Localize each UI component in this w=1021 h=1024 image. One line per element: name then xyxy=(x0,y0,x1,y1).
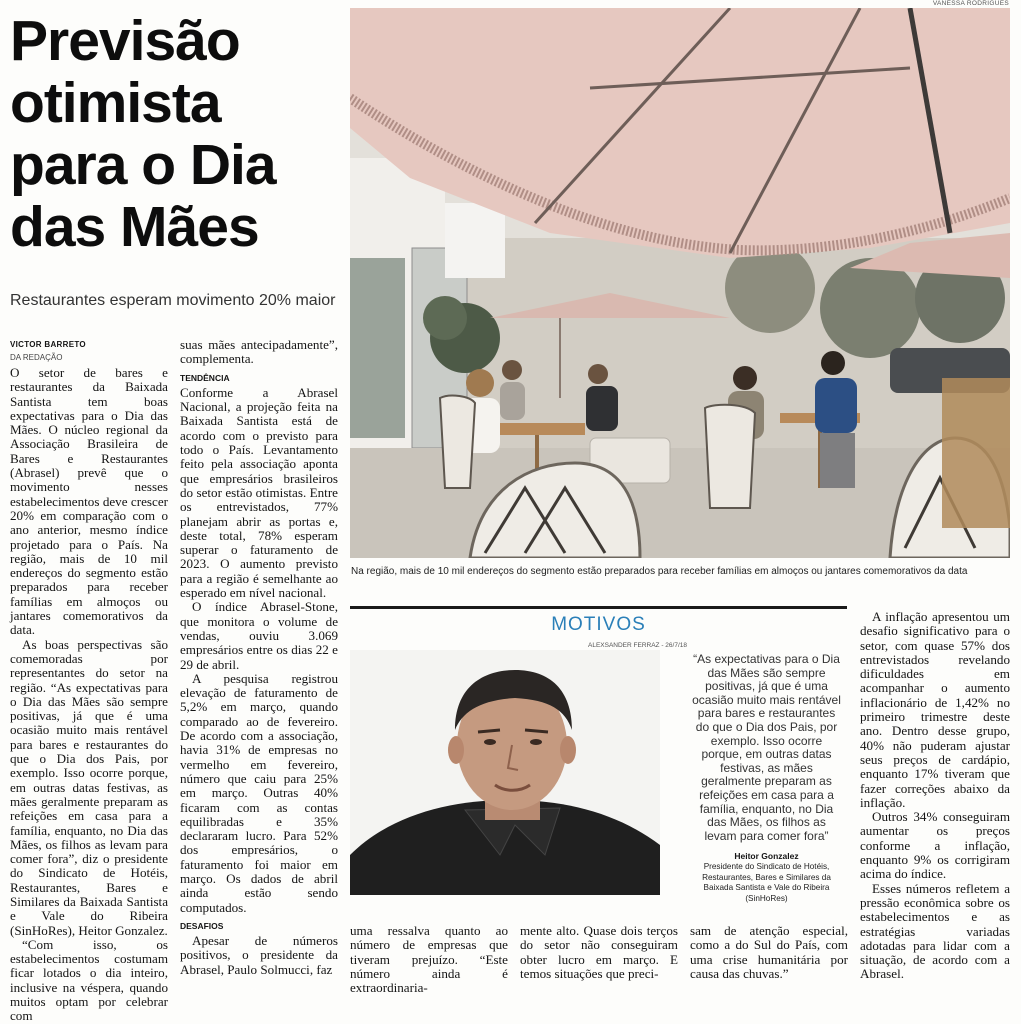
paragraph: “Com isso, os estabelecimentos costumam ficar lotados o dia inteiro, inclusive na véspera, quando muitos optam por celebrar com xyxy=(10,936,168,1024)
paragraph: O setor de bares e restaurantes da Baixada Santista tem boas expectativas para o Dia das Mães. O núcleo regional da Associação Brasileira de Bares e Restaurantes (Abrasel) prevê que o movimento nesses estabelecimentos deve crescer 20% em comparação com o ano anterior, mesmo índice projetado para o País. Na região, mais de 10 mil endereços do segmento estão preparados para receber famílias em almoços ou jantares comemorativos da data. xyxy=(10,365,168,638)
article-column-3b xyxy=(520,924,678,981)
paragraph: As boas perspectivas são comemoradas por representantes do setor na região. “As expectativas para o Dia das Mães são sempre positivas, já que é uma ocasião muito mais rentável para bares e restaurantes do que o Dia dos Pais, por exemplo. Isso ocorre porque, em outras datas festivas, as mães geralmente preparam as refeições em casa para a família, enquanto, no Dia das Mães, os filhos as levam para comer fora”, diz o presidente do Sindicato de Hotéis, Restaurantes, Bares e Similares da Baixada Santista e Vale do Ribeira (SinHoRes), Heitor Gonzalez. xyxy=(10,636,168,938)
paragraph: Esses números refletem a pressão econômica sobre os estabelecimentos e as estratégias variadas adotadas para lidar com a situação, de acordo com a Abrasel. xyxy=(860,880,1010,982)
pull-quote: “As expectativas para o Dia das Mães são sempre positivas, já que é uma ocasião muito mais rentável para bares e restaurantes do que o Dia dos Pais, por exemplo. Isso ocorre porque, em outras datas festivas, as mães geralmente preparam as refeições em casa para a família, enquanto, no Dia das Mães, os filhos as levam para comer fora” xyxy=(692,652,841,843)
paragraph: uma ressalva quanto ao número de empresas que tiveram prejuízo. “Este número ainda é extraordinaria- xyxy=(350,923,508,996)
paragraph: sam de atenção especial, como a do Sul do País, com uma crise humanitária por causa das chuvas.” xyxy=(690,923,848,981)
paragraph: Apesar de números positivos, o presidente da Abrasel, Paulo Solmucci, faz xyxy=(180,933,338,977)
portrait-credit: ALEXSANDER FERRAZ - 26/7/18 xyxy=(588,642,687,649)
subheadline: Restaurantes esperam movimento 20% maior xyxy=(10,292,336,309)
paragraph: suas mães antecipadamente”, complementa. xyxy=(180,337,338,367)
headline: Previsão otimista para o Dia das Mães xyxy=(10,9,276,259)
article-column-4 xyxy=(690,924,848,981)
paragraph: O índice Abrasel-Stone, que monitora o volume de vendas, ouviu 3.069 empresários entre os dias 22 e 29 de abril. xyxy=(180,599,338,672)
paragraph: A inflação apresentou um desafio significativo para o setor, com quase 57% dos entrevistados revelando dificuldades em acompanhar o aumento inflacionário de 1,42% no primeiro trimestre deste ano. Dentro desse grupo, 40% não puderam ajustar seus preços de cardápio, enquanto 17% tiveram que fazer correções abaixo da inflação. xyxy=(860,609,1010,810)
box-title: MOTIVOS xyxy=(551,614,646,635)
paragraph: A pesquisa registrou elevação de faturamento de 5,2% em março, quando comparado ao de fevereiro. De acordo com a associação, havia 31% de empresas no vermelho em fevereiro, número que caiu para 25% em março. Outras 40% ficaram com as contas equilibradas e 35% declararam lucro. Para 52% dos empresários, o faturamento foi maior em março. Os dados de abril ainda estão sendo computados. xyxy=(180,670,338,915)
paragraph: Conforme a Abrasel Nacional, a projeção feita na Baixada Santista está de acordo com o previsto para todo o País. Levantamento feito pela associação aponta que empresários brasileiros do setor estão otimistas. Entre os entrevistados, 77% planejam abrir as portas e, deste total, 78% esperam superar o faturamento de 2023. O aumento previsto para a região é semelhante ao esperado em nível nacional. xyxy=(180,384,338,601)
section-heading: DESAFIOS xyxy=(180,920,224,931)
article-column-5 xyxy=(860,610,1010,982)
restaurant-terrace-photo xyxy=(350,8,1010,558)
paragraph: Outros 34% conseguiram aumentar os preços conforme a inflação, enquanto 9% os corrigiram acima do índice. xyxy=(860,809,1010,882)
article-column-1 xyxy=(10,366,168,1024)
desk-label: DA REDAÇÃO xyxy=(10,353,63,362)
paragraph: mente alto. Quase dois terços do setor não conseguiram obter lucro em março. E temos situações que preci- xyxy=(520,923,678,981)
byline: VICTOR BARRETO xyxy=(10,340,86,349)
article-column-2 xyxy=(180,338,338,977)
quote-author-role: Presidente do Sindicato de Hotéis, Restaurantes, Bares e Similares da Baixada Santista e Vale do Ribeira (SinHoRes) xyxy=(702,862,831,903)
photo-caption: Na região, mais de 10 mil endereços do segmento estão preparados para receber famílias em almoços ou jantares comemorativos da data xyxy=(351,566,968,577)
article-column-3 xyxy=(350,924,508,995)
quote-author-name: Heitor Gonzalez xyxy=(734,851,799,861)
portrait-photo xyxy=(350,650,660,895)
section-heading: TENDÊNCIA xyxy=(180,372,230,383)
photo-credit: VANESSA RODRIGUES xyxy=(932,0,1009,7)
box-top-rule xyxy=(350,606,847,609)
